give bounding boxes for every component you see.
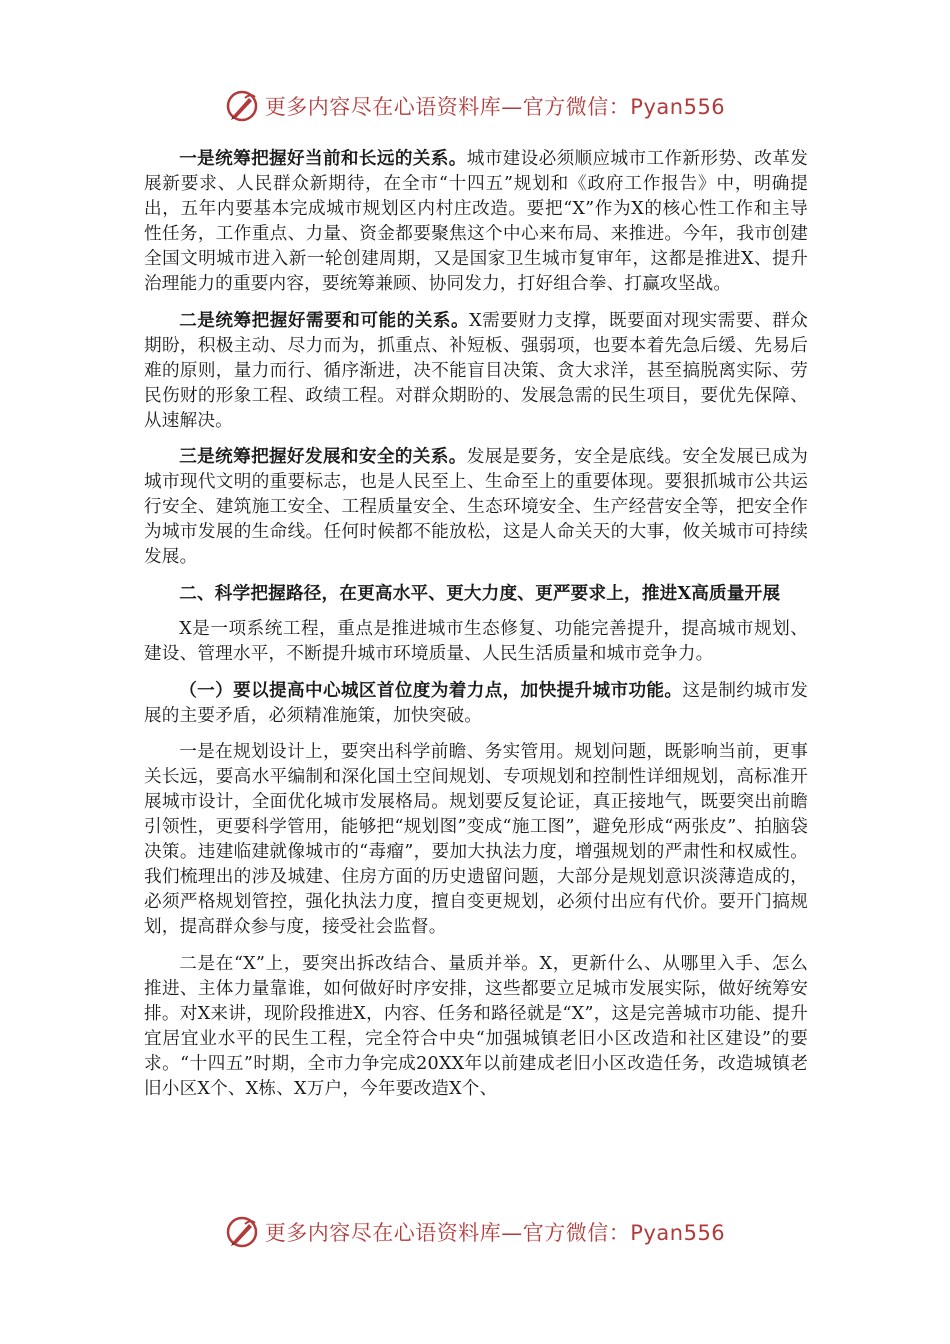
watermark-banner-bottom bbox=[0, 1208, 950, 1256]
watermark-banner-top bbox=[0, 82, 950, 130]
paragraph-text: X是一项系统工程，重点是推进城市生态修复、功能完善提升，提高城市规划、建设、管理水平，不断提升城市环境质量、人民生活质量和城市竞争力。 bbox=[144, 619, 808, 664]
document-body bbox=[144, 146, 808, 1112]
paragraph-lead: 三是统筹把握好发展和安全的关系。 bbox=[179, 446, 467, 467]
paragraph-6 bbox=[144, 739, 808, 940]
paragraph-text: X需要财力支撑，既要面对现实需要、群众期盼，积极主动、尽力而为，抓重点、补短板、强弱项，也要本着先急后缓、先易后难的原则，量力而行、循序渐进，决不能盲目决策、贪大求洋，甚至搞脱离实际、劳民伤财的形象工程、政绩工程。对群众期盼的、发展急需的民生项目，要优先保障、从速解决。 bbox=[144, 310, 809, 431]
paragraph-3 bbox=[144, 444, 808, 570]
paragraph-text: 二是在“X”上，要突出拆改结合、量质并举。X，更新什么、从哪里入手、怎么推进、主体力量靠谁，如何做好时序安排，这些都要立足城市发展实际，做好统筹安排。对X来讲，现阶段推进X，内容、任务和路径就是“X”，这是完善城市功能、提升宜居宜业水平的民生工程，完全符合中央“加强城镇老旧小区改造和社区建设”的要求。“十四五”时期，全市力争完成20XX年以前建成老旧小区改造任务，改造城镇老旧小区X个、X栋、X万户，今年要改造X个、 bbox=[144, 953, 808, 1099]
paragraph-4 bbox=[144, 616, 808, 667]
paragraph-text: 城市建设必须顺应城市工作新形势、改革发展新要求、人民群众新期待，在全市“十四五”规划和《政府工作报告》中，明确提出，五年内要基本完成城市规划区内村庄改造。要把“X”作为X的核心性工作和主导性任务，工作重点、力量、资金都要聚焦这个中心来布局、来推进。今年，我市创建全国文明城市进入新一轮创建周期，又是国家卫生城市复审年，这都是推进X、提升治理能力的重要内容，要统筹兼顾、协同发力，打好组合拳、打赢攻坚战。 bbox=[144, 149, 809, 294]
paragraph-lead: （一）要以提高中心城区首位度为着力点，加快提升城市功能。 bbox=[179, 679, 683, 701]
paragraph-7 bbox=[144, 951, 808, 1102]
paragraph-lead: 一是统筹把握好当前和长远的关系。 bbox=[179, 148, 467, 169]
watermark-text: 更多内容尽在心语资料库—官方微信：Pyan556 bbox=[264, 1221, 726, 1245]
paragraph-2 bbox=[144, 308, 808, 434]
paragraph-5 bbox=[144, 678, 808, 729]
paragraph-lead: 二是统筹把握好需要和可能的关系。 bbox=[179, 309, 470, 331]
paragraph-text: 一是在规划设计上，要突出科学前瞻、务实管用。规划问题，既影响当前，更事关长远，要高水平编制和深化国土空间规划、专项规划和控制性详细规划，高标准开展城市设计，全面优化城市发展格局。规划要反复论证，真正接地气，既要突出前瞻引领性，更要科学管用，能够把“规划图”变成“施工图”，避免形成“两张皮”、拍脑袋决策。违建临建就像城市的“毒瘤”，要加大执法力度，增强规划的严肃性和权威性。我们梳理出的涉及城建、住房方面的历史遗留问题，大部分是规划意识淡薄造成的，必须严格规划管控，强化执法力度，擅自变更规划，必须付出应有代价。要开门搞规划，提高群众参与度，接受社会监督。 bbox=[144, 742, 808, 937]
watermark-text: 更多内容尽在心语资料库—官方微信：Pyan556 bbox=[264, 95, 726, 119]
section-heading: 二、科学把握路径，在更高水平、更大力度、更严要求上，推进X高质量开展 bbox=[179, 582, 781, 604]
paragraph-text: 这是制约城市发展的主要矛盾，必须精准施策，加快突破。 bbox=[144, 680, 808, 726]
paragraph-1 bbox=[144, 146, 808, 297]
pen-logo-icon bbox=[225, 1215, 259, 1249]
paragraph-text: 发展是要务，安全是底线。安全发展已成为城市现代文明的重要标志，也是人民至上、生命至上的重要体现。要狠抓城市公共运行安全、建筑施工安全、工程质量安全、生态环境安全、生产经营安全等，把安全作为城市发展的生命线。任何时候都不能放松，这是人命关天的大事，攸关城市可持续发展。 bbox=[144, 447, 809, 567]
pen-logo-icon bbox=[225, 89, 259, 123]
